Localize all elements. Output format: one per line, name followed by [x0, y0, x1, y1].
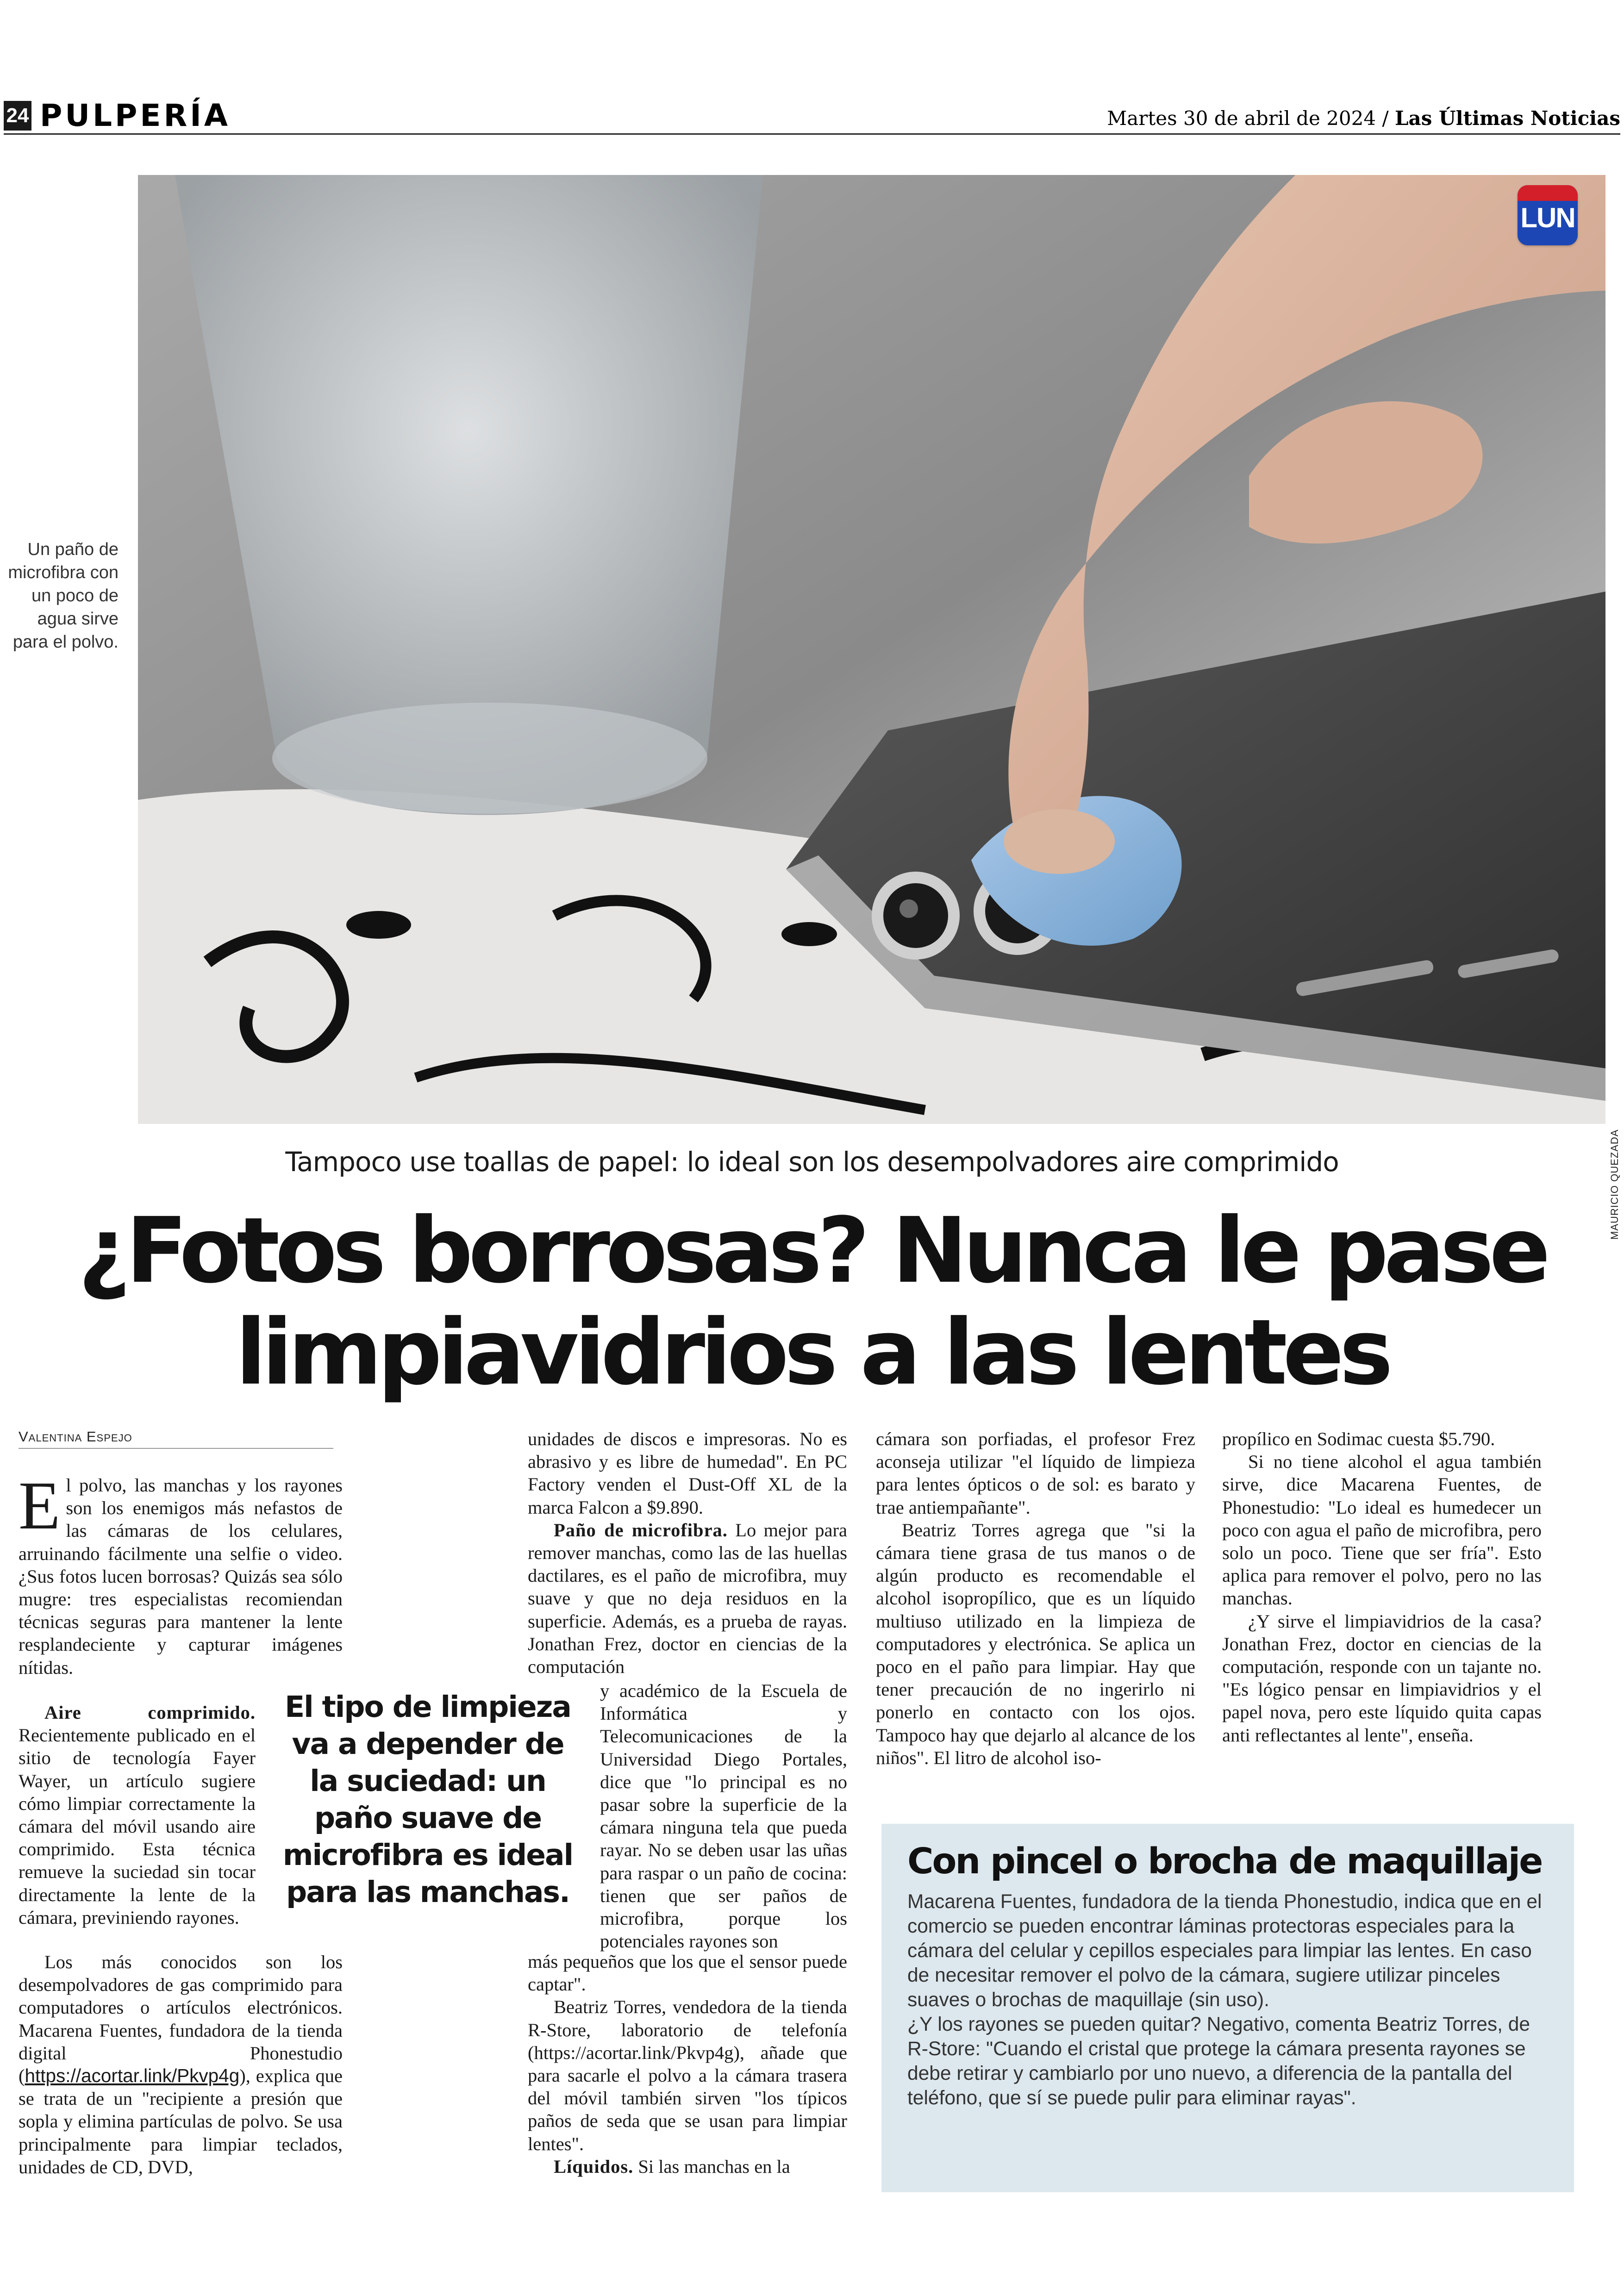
body-column-2-middle	[600, 1679, 847, 1952]
body-column-3	[876, 1428, 1195, 1769]
photo-caption: Un paño de microfibra con un poco de agua sirve para el polvo.	[8, 540, 119, 652]
photo-credit-text: MAURICIO QUEZADA	[1609, 1129, 1620, 1240]
header-separator: /	[1382, 107, 1389, 130]
article-kicker: Tampoco use toallas de papel: lo ideal son los desempolvadores aire comprimido	[285, 1146, 1339, 1178]
sidebar-body	[907, 1890, 1548, 2110]
sidebar-title: Con pincel o brocha de maquillaje	[907, 1841, 1542, 1882]
paragraph-alcohol-end: propílico en Sodimac cuesta $5.790.	[1222, 1428, 1495, 1449]
phonestudio-link[interactable]: https://acortar.link/Pkvp4g	[25, 2065, 240, 2087]
drop-cap: E	[19, 1468, 61, 1544]
paragraph-agua: Si no tiene alcohol el agua también sirve, dice Macarena Fuentes, de Phonestudio: "Lo ideal es humedecer un poco con agua el paño de microfibra, pero solo un poco. Tiene que ser fría". Esto aplica para remover el polvo, pero no las manchas.	[1222, 1451, 1542, 1609]
subhead-pano-microfibra: Paño de microfibra.	[554, 1519, 728, 1540]
sidebar-box	[881, 1824, 1574, 2192]
paragraph-liquidos: Si las manchas en la	[638, 2156, 790, 2177]
sidebar-paragraph-2: ¿Y los rayones se pueden quitar? Negativo, comenta Beatriz Torres, de R-Store: "Cuando el cristal que protege la cámara presenta rayones se debe retirar y cambiarlo por uno nuevo, a diferencia de la pantalla del teléfono, que sí se puede pulir para eliminar rayas".	[907, 2014, 1530, 2109]
paragraph-alcohol: Beatriz Torres agrega que "si la cámara tiene grasa de tus manos o de algún producto es recomendable el alcohol isopropílico, que es un líquido multiuso utilizado en la limpieza de computadores y electrónica. Se aplica un poco en el paño para limpiar. Hay que tener precaución de no ingerirlo ni ponerlo en contacto con los ojos. Tampoco hay que dejarlo al alcance de los niños". El litro de alcohol iso-	[876, 1519, 1195, 1768]
body-column-2-bottom	[528, 1950, 847, 2178]
paragraph-microfibra-cont: y académico de la Escuela de Informática y Telecomunicaciones de la Universidad Diego Portales, dice que "lo principal es no pasar sobre la superficie de la cámara ninguna tela que pueda rayar. No se deben usar las uñas para raspar o un paño de cocina: tienen que ser paños de microfibra, porque los potenciales rayones son	[600, 1680, 847, 1952]
body-column-1-top	[19, 1468, 343, 1679]
body-column-2-top	[528, 1428, 847, 1678]
body-column-4	[1222, 1428, 1542, 1746]
paragraph-intro: l polvo, las manchas y los rayones son los enemigos más nefastos de las cámaras de los celulares, arruinando fácilmente una selfie o video. ¿Sus fotos lucen borrosas? Quizás sea sólo mugre: tres especialistas recomiendan técnicas seguras para mantener la lente resplandeciente y capturar imágenes nítidas.	[19, 1475, 343, 1678]
sidebar-paragraph-1: Macarena Fuentes, fundadora de la tienda Phonestudio, indica que en el comercio se pueden encontrar láminas protectoras especiales para la cámara del celular y cepillos especiales para limpiar las lentes. En caso de necesitar remover el polvo de la cámara, sugiere utilizar pinceles suaves o brochas de maquillaje (sin uso).	[907, 1891, 1542, 2011]
pull-quote: El tipo de limpieza va a depender de la suciedad: un paño suave de microfibra es ideal para las manchas.	[282, 1690, 573, 1909]
header-rule	[4, 133, 1620, 135]
page-number: 24	[4, 101, 31, 131]
paragraph-microfibra-end: más pequeños que los que el sensor puede captar".	[528, 1951, 847, 1995]
paragraph-liquidos-cont: cámara son porfiadas, el profesor Frez aconseja utilizar "el líquido de limpieza para lentes ópticos o de sol: es barato y trae antiempañante".	[876, 1428, 1195, 1518]
issue-date: Martes 30 de abril de 2024	[1107, 107, 1376, 130]
paragraph-limpiavidrios: ¿Y sirve el limpiavidrios de la casa? Jonathan Frez, doctor en ciencias de la computación, responde con un tajante no. "Es lógico pensar en limpiavidrios y el papel nova, pero este líquido quita capas anti reflectantes al lente", enseña.	[1222, 1610, 1542, 1746]
body-column-1-bottom	[19, 1951, 343, 2178]
paragraph-desempolvadores-cont: ), explica que se trata de un "recipiente a presión que sopla y elimina partículas de polvo. Se usa principalmente para limpiar teclados, unidades de CD, DVD,	[19, 2065, 343, 2177]
lun-logo-text: LUN	[1520, 202, 1575, 233]
subhead-aire-comprimido: Aire comprimido.	[44, 1702, 256, 1723]
headline-line-1: ¿Fotos borrosas? Nunca le pase	[78, 1198, 1546, 1303]
publication-name: Las Últimas Noticias	[1394, 107, 1620, 130]
header-dateline	[1107, 106, 1620, 131]
headline-line-2: limpiavidrios a las lentes	[235, 1300, 1389, 1405]
article-headline	[0, 1200, 1624, 1403]
lun-logo-badge	[1518, 185, 1578, 245]
article-photo	[138, 175, 1605, 1124]
article-byline: Valentina Espejo	[19, 1428, 333, 1449]
paragraph-desempolvadores-end: unidades de discos e impresoras. No es abrasivo y es libre de humedad". En PC Factory venden el Dust-Off XL de la marca Falcon a $9.890.	[528, 1428, 847, 1518]
section-name: PULPERÍA	[40, 98, 231, 133]
body-column-1-middle	[19, 1701, 256, 1929]
paragraph-microfibra: Lo mejor para remover manchas, como las de las huellas dactilares, es el paño de microfibra, muy suave y que no deja residuos en la superficie. Además, es a prueba de rayas. Jonathan Frez, doctor en ciencias de la computación	[528, 1519, 847, 1678]
lun-logo-red-band	[1518, 185, 1578, 201]
paragraph-desempolvadores: Los más conocidos son los desempolvadores de gas comprimido para computadores o artículos electrónicos. Macarena Fuentes, fundadora de la tienda digital Phonestudio (	[19, 1952, 343, 2087]
subhead-liquidos: Líquidos.	[554, 2156, 634, 2177]
paragraph-rstore: Beatriz Torres, vendedora de la tienda R-Store, laboratorio de telefonía (https://acortar.link/Pkvp4g), añade que para sacarle el polvo a la cámara trasera del móvil también sirven "los típicos paños de seda que se usan para limpiar lentes".	[528, 1996, 847, 2154]
paragraph-aire-comprimido: Recientemente publicado en el sitio de tecnología Fayer Wayer, un artículo sugiere cómo limpiar correctamente la cámara del móvil usando aire comprimido. Esta técnica remueve la suciedad sin tocar directamente la lente de la cámara, previniendo rayones.	[19, 1725, 256, 1928]
phone-cleaning-illustration	[138, 175, 1605, 1124]
